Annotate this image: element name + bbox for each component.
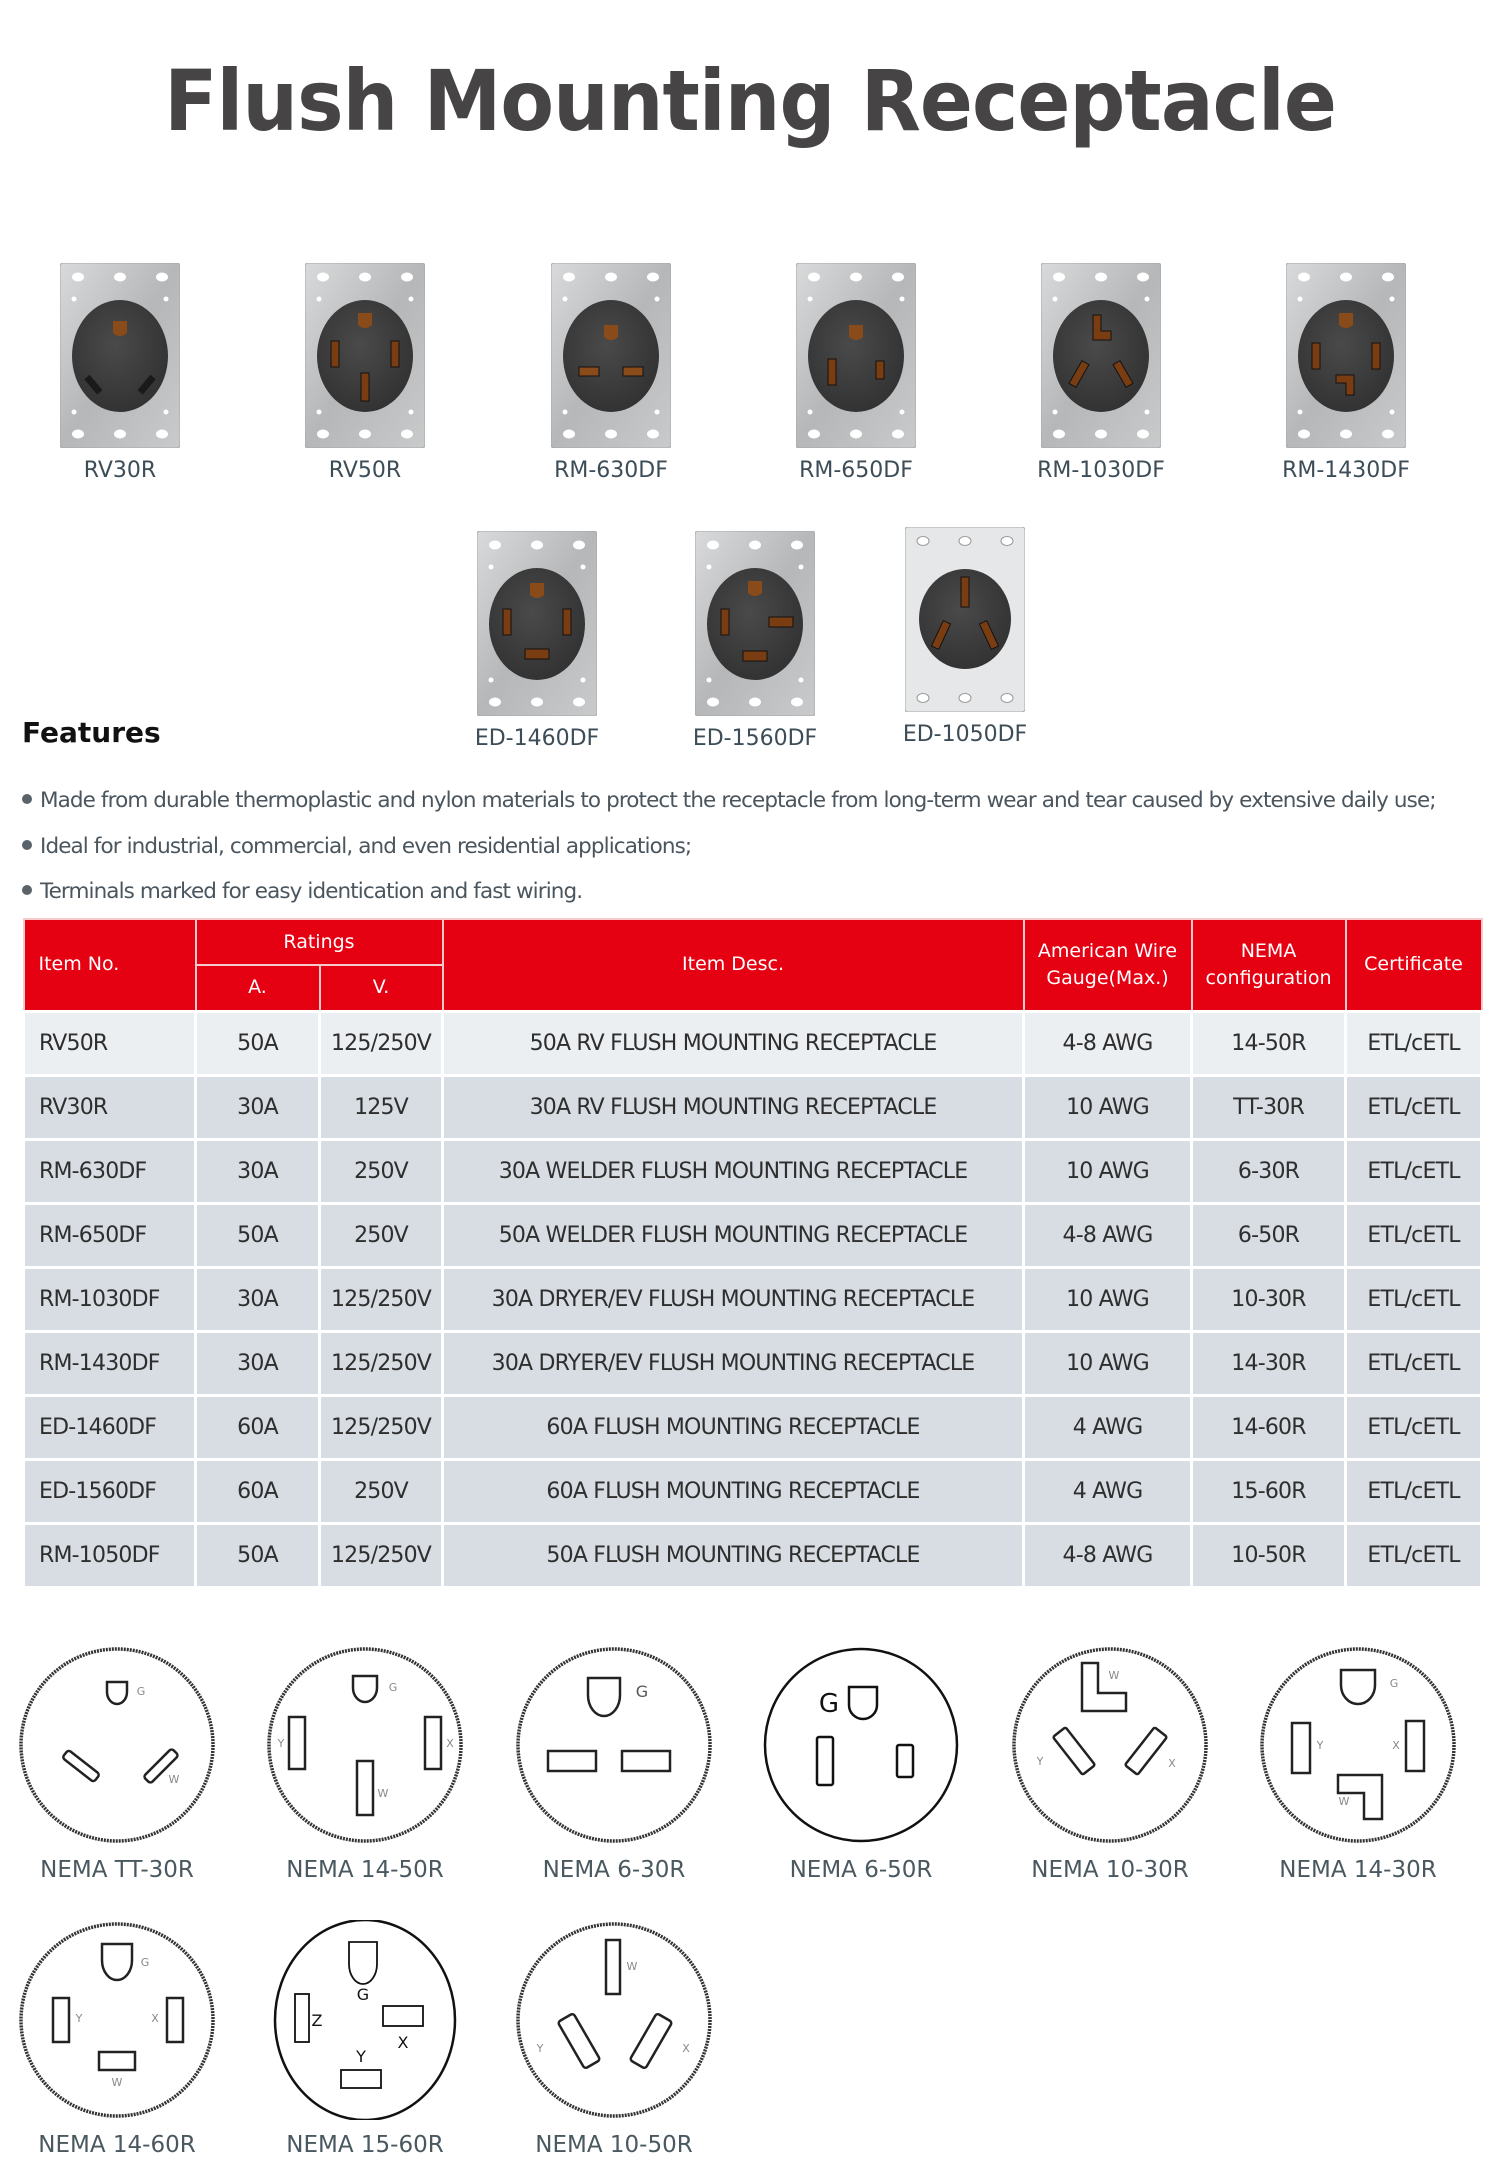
receptacle-10-50-photo-icon — [905, 527, 1025, 712]
product-label: ED-1050DF — [902, 722, 1028, 747]
svg-text:X: X — [446, 1737, 454, 1750]
cell-volts: 125/250V — [320, 1267, 443, 1331]
product-card — [870, 527, 1060, 747]
bullet-icon — [22, 885, 32, 895]
cell-certificate: ETL/cETL — [1346, 1203, 1482, 1267]
nema-14-30r-diagram-icon — [1258, 1645, 1458, 1845]
cell-amps: 30A — [196, 1075, 320, 1139]
bullet-icon — [22, 840, 32, 850]
nema-14-60r-diagram-icon — [17, 1920, 217, 2120]
cell-amps: 50A — [196, 1011, 320, 1075]
product-label: RM-1430DF — [1282, 458, 1410, 483]
cell-nema: 15-60R — [1192, 1459, 1346, 1523]
cell-volts: 250V — [320, 1459, 443, 1523]
nema-10-50r-diagram-icon — [514, 1920, 714, 2120]
header-awg-line2: Gauge(Max.) — [1046, 966, 1169, 989]
svg-text:Y: Y — [1036, 1755, 1044, 1768]
cell-desc: 30A DRYER/EV FLUSH MOUNTING RECEPTACLE — [443, 1267, 1024, 1331]
svg-text:Y: Y — [536, 2042, 544, 2055]
cell-awg: 4-8 AWG — [1024, 1203, 1192, 1267]
cell-awg: 10 AWG — [1024, 1267, 1192, 1331]
svg-text:X: X — [151, 2012, 159, 2025]
header-volts: V. — [320, 965, 443, 1011]
cell-amps: 30A — [196, 1267, 320, 1331]
svg-text:Y: Y — [277, 1737, 285, 1750]
svg-text:Z: Z — [311, 2011, 323, 2030]
cell-nema: 14-60R — [1192, 1395, 1346, 1459]
cell-certificate: ETL/cETL — [1346, 1459, 1482, 1523]
nema-diagram-card — [245, 1645, 485, 1883]
cell-desc: 30A DRYER/EV FLUSH MOUNTING RECEPTACLE — [443, 1331, 1024, 1395]
product-label: RM-650DF — [799, 458, 913, 483]
header-nema — [1192, 919, 1346, 1011]
cell-item-no: RM-630DF — [24, 1139, 196, 1203]
svg-text:W: W — [626, 1960, 638, 1973]
feature-item — [22, 786, 1492, 832]
svg-text:X: X — [1168, 1757, 1176, 1770]
cell-amps: 50A — [196, 1523, 320, 1587]
cell-certificate: ETL/cETL — [1346, 1523, 1482, 1587]
svg-text:X: X — [1392, 1739, 1400, 1752]
table-row — [24, 1459, 1482, 1523]
nema-label: NEMA 6-30R — [542, 1857, 686, 1883]
cell-awg: 4-8 AWG — [1024, 1011, 1192, 1075]
cell-desc: 30A RV FLUSH MOUNTING RECEPTACLE — [443, 1075, 1024, 1139]
nema-diagram-card — [990, 1645, 1230, 1883]
receptacle-14-50-photo-icon — [305, 263, 425, 448]
cell-desc: 50A RV FLUSH MOUNTING RECEPTACLE — [443, 1011, 1024, 1075]
svg-text:G: G — [140, 1956, 150, 1969]
product-label: RV50R — [328, 458, 402, 483]
spec-table — [22, 918, 1483, 1589]
table-row — [24, 1075, 1482, 1139]
cell-nema: 6-30R — [1192, 1139, 1346, 1203]
cell-volts: 125/250V — [320, 1331, 443, 1395]
table-row — [24, 1139, 1482, 1203]
svg-text:G: G — [356, 1985, 370, 2004]
feature-item — [22, 877, 1492, 923]
feature-item — [22, 832, 1492, 878]
cell-volts: 125/250V — [320, 1011, 443, 1075]
product-card — [1006, 263, 1196, 483]
nema-10-30r-diagram-icon — [1010, 1645, 1210, 1845]
nema-label: NEMA 14-50R — [286, 1857, 444, 1883]
features-list — [22, 786, 1492, 923]
header-nema-line2: configuration — [1205, 966, 1332, 989]
cell-awg: 10 AWG — [1024, 1331, 1192, 1395]
nema-label: NEMA 6-50R — [789, 1857, 933, 1883]
svg-text:W: W — [377, 1787, 389, 1800]
svg-text:G: G — [635, 1682, 649, 1701]
cell-certificate: ETL/cETL — [1346, 1139, 1482, 1203]
cell-volts: 250V — [320, 1139, 443, 1203]
product-label: ED-1460DF — [474, 726, 600, 751]
header-ratings: Ratings — [196, 919, 443, 965]
cell-amps: 30A — [196, 1139, 320, 1203]
cell-certificate: ETL/cETL — [1346, 1075, 1482, 1139]
nema-15-60r-diagram-icon — [265, 1920, 465, 2120]
feature-text: Terminals marked for easy identication and fast wiring. — [40, 879, 583, 904]
receptacle-10-30-photo-icon — [1041, 263, 1161, 448]
cell-item-no: RV50R — [24, 1011, 196, 1075]
svg-text:X: X — [397, 2033, 409, 2052]
svg-text:G: G — [388, 1681, 398, 1694]
cell-amps: 60A — [196, 1459, 320, 1523]
cell-certificate: ETL/cETL — [1346, 1395, 1482, 1459]
cell-amps: 30A — [196, 1331, 320, 1395]
cell-volts: 125/250V — [320, 1523, 443, 1587]
page-title: Flush Mounting Receptacle — [164, 52, 1336, 150]
product-card — [442, 531, 632, 751]
product-label: RV30R — [83, 458, 157, 483]
svg-text:G: G — [136, 1685, 146, 1698]
cell-volts: 250V — [320, 1203, 443, 1267]
nema-diagram-card — [1238, 1645, 1478, 1883]
cell-nema: TT-30R — [1192, 1075, 1346, 1139]
cell-volts: 125V — [320, 1075, 443, 1139]
cell-certificate: ETL/cETL — [1346, 1011, 1482, 1075]
receptacle-tt30-photo-icon — [60, 263, 180, 448]
cell-nema: 6-50R — [1192, 1203, 1346, 1267]
svg-text:G: G — [818, 1689, 840, 1719]
svg-text:W: W — [111, 2076, 123, 2089]
header-nema-line1: NEMA — [1240, 940, 1297, 963]
cell-desc: 30A WELDER FLUSH MOUNTING RECEPTACLE — [443, 1139, 1024, 1203]
feature-text: Ideal for industrial, commercial, and even residential applications; — [40, 833, 692, 859]
cell-item-no: RM-1430DF — [24, 1331, 196, 1395]
cell-awg: 4 AWG — [1024, 1459, 1192, 1523]
cell-item-no: RM-1030DF — [24, 1267, 196, 1331]
nema-14-50r-diagram-icon — [265, 1645, 465, 1845]
cell-item-no: RV30R — [24, 1075, 196, 1139]
cell-nema: 10-30R — [1192, 1267, 1346, 1331]
svg-text:W: W — [168, 1773, 180, 1786]
cell-desc: 50A WELDER FLUSH MOUNTING RECEPTACLE — [443, 1203, 1024, 1267]
nema-diagram-card — [0, 1645, 237, 1883]
cell-certificate: ETL/cETL — [1346, 1331, 1482, 1395]
nema-diagram-card — [741, 1645, 981, 1883]
svg-text:W: W — [1338, 1795, 1350, 1808]
svg-text:X: X — [682, 2042, 690, 2055]
cell-amps: 50A — [196, 1203, 320, 1267]
header-item-desc: Item Desc. — [443, 919, 1024, 1011]
nema-label: NEMA 15-60R — [286, 2132, 444, 2158]
header-awg-line1: American Wire — [1037, 940, 1178, 963]
svg-text:Y: Y — [1316, 1739, 1324, 1752]
features-heading: Features — [22, 716, 161, 749]
feature-text: Made from durable thermoplastic and nylon materials to protect the receptacle from long-term wear and tear caused by extensive daily use; — [40, 788, 1436, 813]
product-label: RM-630DF — [554, 458, 668, 483]
nema-label: NEMA 14-30R — [1279, 1857, 1437, 1883]
receptacle-6-30-photo-icon — [551, 263, 671, 448]
cell-volts: 125/250V — [320, 1395, 443, 1459]
cell-item-no: RM-1050DF — [24, 1523, 196, 1587]
nema-diagram-card — [494, 1645, 734, 1883]
receptacle-14-30-photo-icon — [1286, 263, 1406, 448]
receptacle-14-60-photo-icon — [477, 531, 597, 716]
nema-diagram-card — [494, 1920, 734, 2158]
bullet-icon — [22, 794, 32, 804]
cell-awg: 4-8 AWG — [1024, 1523, 1192, 1587]
header-certificate: Certificate — [1346, 919, 1482, 1011]
cell-nema: 10-50R — [1192, 1523, 1346, 1587]
nema-tt-30r-diagram-icon — [17, 1645, 217, 1845]
svg-text:Y: Y — [356, 2047, 366, 2066]
product-card — [1251, 263, 1441, 483]
receptacle-6-50-photo-icon — [796, 263, 916, 448]
nema-diagram-card — [0, 1920, 237, 2158]
table-row — [24, 1203, 1482, 1267]
cell-desc: 60A FLUSH MOUNTING RECEPTACLE — [443, 1395, 1024, 1459]
svg-text:G: G — [1389, 1677, 1399, 1690]
nema-label: NEMA 10-30R — [1031, 1857, 1189, 1883]
product-card — [660, 531, 850, 751]
table-row — [24, 1523, 1482, 1587]
svg-text:Y: Y — [75, 2012, 83, 2025]
cell-certificate: ETL/cETL — [1346, 1267, 1482, 1331]
product-card — [516, 263, 706, 483]
nema-label: NEMA 14-60R — [38, 2132, 196, 2158]
cell-amps: 60A — [196, 1395, 320, 1459]
nema-label: NEMA 10-50R — [535, 2132, 693, 2158]
cell-desc: 60A FLUSH MOUNTING RECEPTACLE — [443, 1459, 1024, 1523]
header-item-no: Item No. — [24, 919, 196, 1011]
cell-item-no: ED-1560DF — [24, 1459, 196, 1523]
product-card — [761, 263, 951, 483]
nema-diagram-card — [245, 1920, 485, 2158]
cell-item-no: ED-1460DF — [24, 1395, 196, 1459]
nema-6-30r-diagram-icon — [514, 1645, 714, 1845]
cell-awg: 10 AWG — [1024, 1075, 1192, 1139]
header-amps: A. — [196, 965, 320, 1011]
product-label: RM-1030DF — [1037, 458, 1165, 483]
product-card — [25, 263, 215, 483]
nema-label: NEMA TT-30R — [40, 1857, 194, 1883]
table-row — [24, 1267, 1482, 1331]
cell-nema: 14-30R — [1192, 1331, 1346, 1395]
cell-desc: 50A FLUSH MOUNTING RECEPTACLE — [443, 1523, 1024, 1587]
cell-item-no: RM-650DF — [24, 1203, 196, 1267]
svg-text:W: W — [1108, 1669, 1120, 1682]
table-row — [24, 1395, 1482, 1459]
header-awg — [1024, 919, 1192, 1011]
product-label: ED-1560DF — [692, 726, 818, 751]
table-row — [24, 1011, 1482, 1075]
nema-6-50r-diagram-icon — [761, 1645, 961, 1845]
receptacle-15-60-photo-icon — [695, 531, 815, 716]
cell-nema: 14-50R — [1192, 1011, 1346, 1075]
cell-awg: 10 AWG — [1024, 1139, 1192, 1203]
cell-awg: 4 AWG — [1024, 1395, 1192, 1459]
product-card — [270, 263, 460, 483]
table-row — [24, 1331, 1482, 1395]
